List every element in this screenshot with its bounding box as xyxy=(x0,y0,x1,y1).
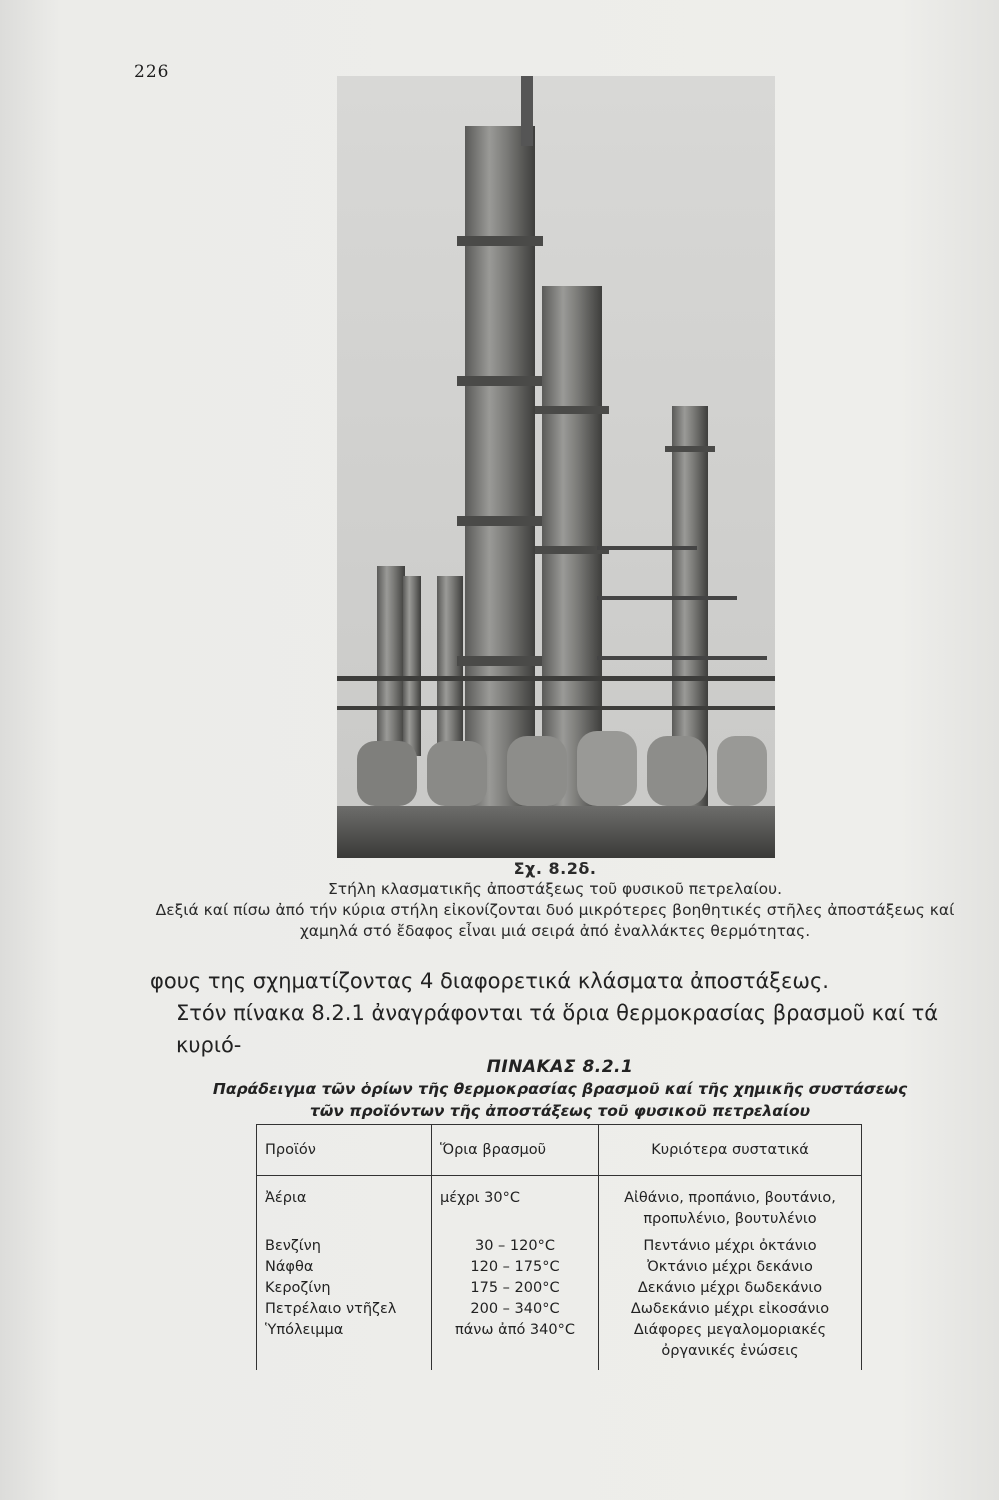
refinery-distillation-column-photo xyxy=(337,76,775,858)
boiling-cell: μέχρι 30°C xyxy=(432,1176,599,1237)
table-title-line-1: Παράδειγμα τῶν ὁρίων τῆς θερμοκρασίας βρασμοῦ καί τῆς χημικῆς συστάσεως xyxy=(212,1080,908,1098)
page-number: 226 xyxy=(134,62,170,82)
product-cell: Βενζίνη xyxy=(257,1236,432,1257)
boiling-cell: 200 – 340°C xyxy=(432,1299,599,1320)
boiling-cell: 175 – 200°C xyxy=(432,1278,599,1299)
table-row xyxy=(257,1176,862,1237)
body-paragraph xyxy=(150,965,980,1061)
caption-line-3: χαμηλά στό ἔδαφος εἶναι μιά σειρά ἀπό ἐναλλάκτες θερμότητας. xyxy=(299,922,811,940)
product-cell: Ἀέρια xyxy=(257,1176,432,1237)
product-cell: Πετρέλαιο ντῆζελ xyxy=(257,1299,432,1320)
table-label: ΠΙΝΑΚΑΣ 8.2.1 xyxy=(486,1057,634,1077)
boiling-cell: 120 – 175°C xyxy=(432,1257,599,1278)
composition-cell: Δεκάνιο μέχρι δωδεκάνιο xyxy=(599,1278,862,1299)
header-product: Προϊόν xyxy=(257,1125,432,1176)
boiling-cell: πάνω ἀπό 340°C xyxy=(432,1320,599,1370)
caption-line-1: Στήλη κλασματικῆς ἀποστάξεως τοῦ φυσικοῦ πετρελαίου. xyxy=(327,880,783,898)
product-cell: Νάφθα xyxy=(257,1257,432,1278)
table-row xyxy=(257,1320,862,1370)
table-title-line-2: τῶν προϊόντων τῆς ἀποστάξεως τοῦ φυσικοῦ πετρελαίου xyxy=(309,1102,811,1120)
composition-cell: Αἰθάνιο, προπάνιο, βουτάνιο, προπυλένιο, βουτυλένιο xyxy=(599,1176,862,1237)
table-header-row xyxy=(257,1125,862,1176)
boiling-cell: 30 – 120°C xyxy=(432,1236,599,1257)
caption-line-2: Δεξιά καί πίσω ἀπό τήν κύρια στήλη εἰκονίζονται δυό μικρότερες βοηθητικές στῆλες ἀποστάξεως καί xyxy=(155,901,955,919)
body-line-1: φους της σχηματίζοντας 4 διαφορετικά κλάσματα ἀποστάξεως. xyxy=(150,969,829,993)
distillation-products-table xyxy=(256,1124,862,1370)
table-row xyxy=(257,1278,862,1299)
table-heading xyxy=(180,1056,940,1122)
product-cell: Ὑπόλειμμα xyxy=(257,1320,432,1370)
figure-label: Σχ. 8.2δ. xyxy=(513,859,597,878)
figure-caption xyxy=(150,858,960,942)
body-line-2: Στόν πίνακα 8.2.1 ἀναγράφονται τά ὅρια θερμοκρασίας βρασμοῦ καί τά κυριό- xyxy=(176,1001,939,1057)
composition-cell: Ὀκτάνιο μέχρι δεκάνιο xyxy=(599,1257,862,1278)
header-composition: Κυριότερα συστατικά xyxy=(599,1125,862,1176)
composition-cell: Διάφορες μεγαλομοριακές ὀργανικές ἐνώσεις xyxy=(599,1320,862,1370)
composition-cell: Πεντάνιο μέχρι ὀκτάνιο xyxy=(599,1236,862,1257)
table-row xyxy=(257,1299,862,1320)
product-cell: Κεροζίνη xyxy=(257,1278,432,1299)
header-boiling-range: Ὅρια βρασμοῦ xyxy=(432,1125,599,1176)
table-row xyxy=(257,1236,862,1257)
composition-cell: Δωδεκάνιο μέχρι εἰκοσάνιο xyxy=(599,1299,862,1320)
table-row xyxy=(257,1257,862,1278)
